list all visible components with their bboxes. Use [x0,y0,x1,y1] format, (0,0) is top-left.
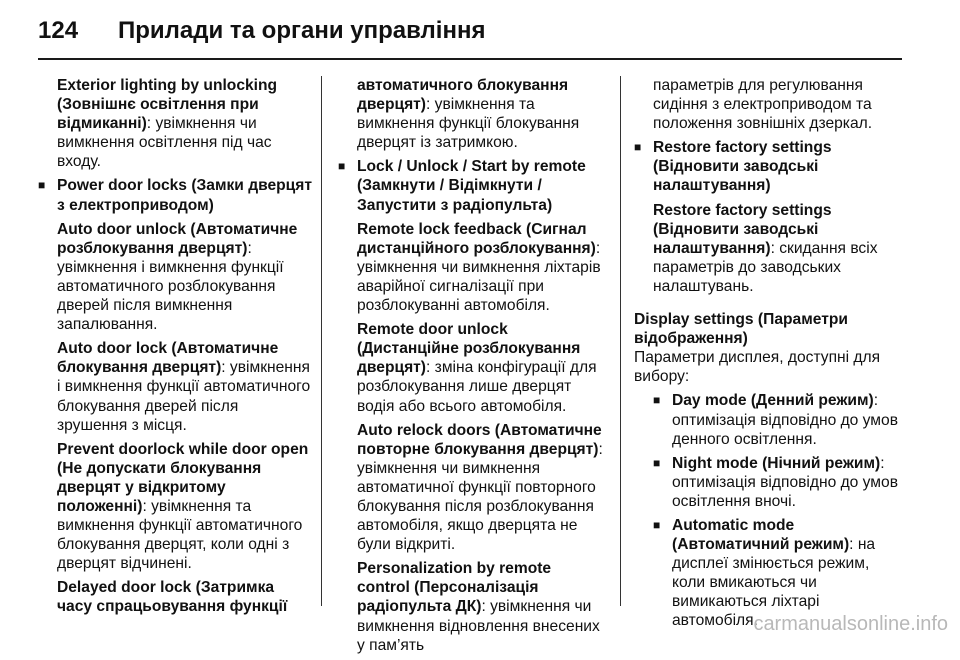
exterior-lighting-term: Exterior lighting by unlocking (Зовнішнє освітлення при відмиканні) [57,77,278,133]
restore-factory-text: : скидання всіх параметрів до заводських налаштувань. [653,239,878,295]
day-mode-term: Day mode (Денний режим) [672,392,874,410]
watermark: carmanualsonline.info [753,613,948,635]
power-door-locks-term: Power door locks (Замки дверцят з електроприводом) [57,177,313,214]
display-settings-heading: Display settings (Параметри відображення) [634,311,848,348]
prevent-doorlock-entry [38,440,312,574]
power-door-locks-bullet [38,176,312,214]
remote-lock-term: Lock / Unlock / Start by remote (Замкнути / Відімкнути / Запустити з радіопульта) [357,158,586,214]
personalization-term: Personalization by remote control (Персоналізація радіопульта ДК) [357,560,552,616]
column-1 [38,76,312,622]
exterior-lighting-text: : увімкнення чи вимкнення освітлення під час входу. [57,115,272,171]
auto-relock-text: : увімкнення чи вимкнення автоматичної функції повторного блокування після розблокування автомобіля, якщо дверцята не були відкриті. [357,440,603,554]
remote-lock-feedback-text: : увімкнення чи вимкнення ліхтарів аварійної сигналізації при розблокуванні автомобіля. [357,239,601,315]
remote-door-unlock-text: : зміна конфігурації для розблокування лише дверцят водія або всього автомобіля. [357,359,597,415]
remote-lock-bullet [338,157,608,214]
auto-door-unlock-term: Auto door unlock (Автоматичне розблокування дверцят) [57,220,298,257]
column-3 [634,76,904,636]
exterior-lighting-entry [38,76,312,171]
auto-door-unlock-text: : увімкнення і вимкнення функції автоматичного розблокування дверей після вимкнення запалювання. [57,239,284,334]
prevent-doorlock-text: : увімкнення та вимкнення функції автоматичного блокування дверцят, коли одні з дверцят відчинені. [57,497,303,573]
remote-door-unlock-term: Remote door unlock (Дистанційне розблокування дверцят) [357,321,581,377]
delayed-door-lock-term-cont: автоматичного блокування дверцят) [357,77,569,114]
header-divider [38,58,902,60]
display-settings-intro: Параметри дисплея, доступні для вибору: [634,349,881,386]
page-title: Прилади та органи управління [118,17,486,44]
delayed-door-lock-text: : увімкнення та вимкнення функції блокування дверцят із затримкою. [357,96,580,152]
day-mode-text: : оптимізація відповідно до умов денного освітлення. [672,392,898,448]
automatic-mode-term: Automatic mode (Автоматичний режим) [672,516,850,554]
restore-factory-bullet [634,138,904,195]
remote-lock-feedback-term: Remote lock feedback (Сигнал дистанційного розблокування) [357,220,596,257]
delayed-door-lock-term: Delayed door lock (Затримка часу спрацьовування функції [57,579,288,616]
auto-door-lock-entry [38,339,312,434]
night-mode-text: : оптимізація відповідно до умов освітлення вночі. [672,454,898,510]
auto-door-unlock-entry [38,220,312,335]
personalization-entry [338,559,608,654]
auto-door-lock-term: Auto door lock (Автоматичне блокування дверцят) [57,340,279,377]
auto-relock-entry [338,421,608,555]
page-header [0,0,960,58]
restore-factory-term: Restore factory settings (Відновити заводські налаштування) [653,139,832,195]
personalization-continued: параметрів для регулювання сидіння з електроприводом та положення зовнішніх дзеркал. [653,77,873,133]
restore-factory-entry [634,201,904,296]
auto-relock-term: Auto relock doors (Автоматичне повторне блокування дверцят) [357,421,602,458]
column-2 [338,76,608,660]
delayed-door-lock-entry [38,578,312,616]
delayed-door-lock-continued [338,76,608,152]
night-mode-term: Night mode (Нічний режим) [672,454,881,472]
automatic-mode-text: : на дисплеї змінюється режим, коли вмикаються чи вимикаються ліхтарі автомобіля. [672,536,876,630]
remote-door-unlock-entry [338,320,608,415]
restore-factory-subterm: Restore factory settings (Відновити заводські налаштування) [653,201,832,257]
column-divider-1 [321,76,322,606]
night-mode-bullet [653,454,904,511]
auto-door-lock-text: : увімкнення і вимкнення функції автоматичного блокування дверей після зрушення з місця. [57,359,311,434]
column-divider-2 [620,76,621,606]
day-mode-bullet [653,391,904,448]
personalization-text: : увімкнення чи вимкнення відновлення внесених у пам’ять [357,598,600,654]
remote-lock-feedback-entry [338,220,608,315]
page-number: 124 [38,17,79,44]
prevent-doorlock-term: Prevent doorlock while door open (Не допускати блокування дверцят у відкритому положенні) [57,440,309,515]
